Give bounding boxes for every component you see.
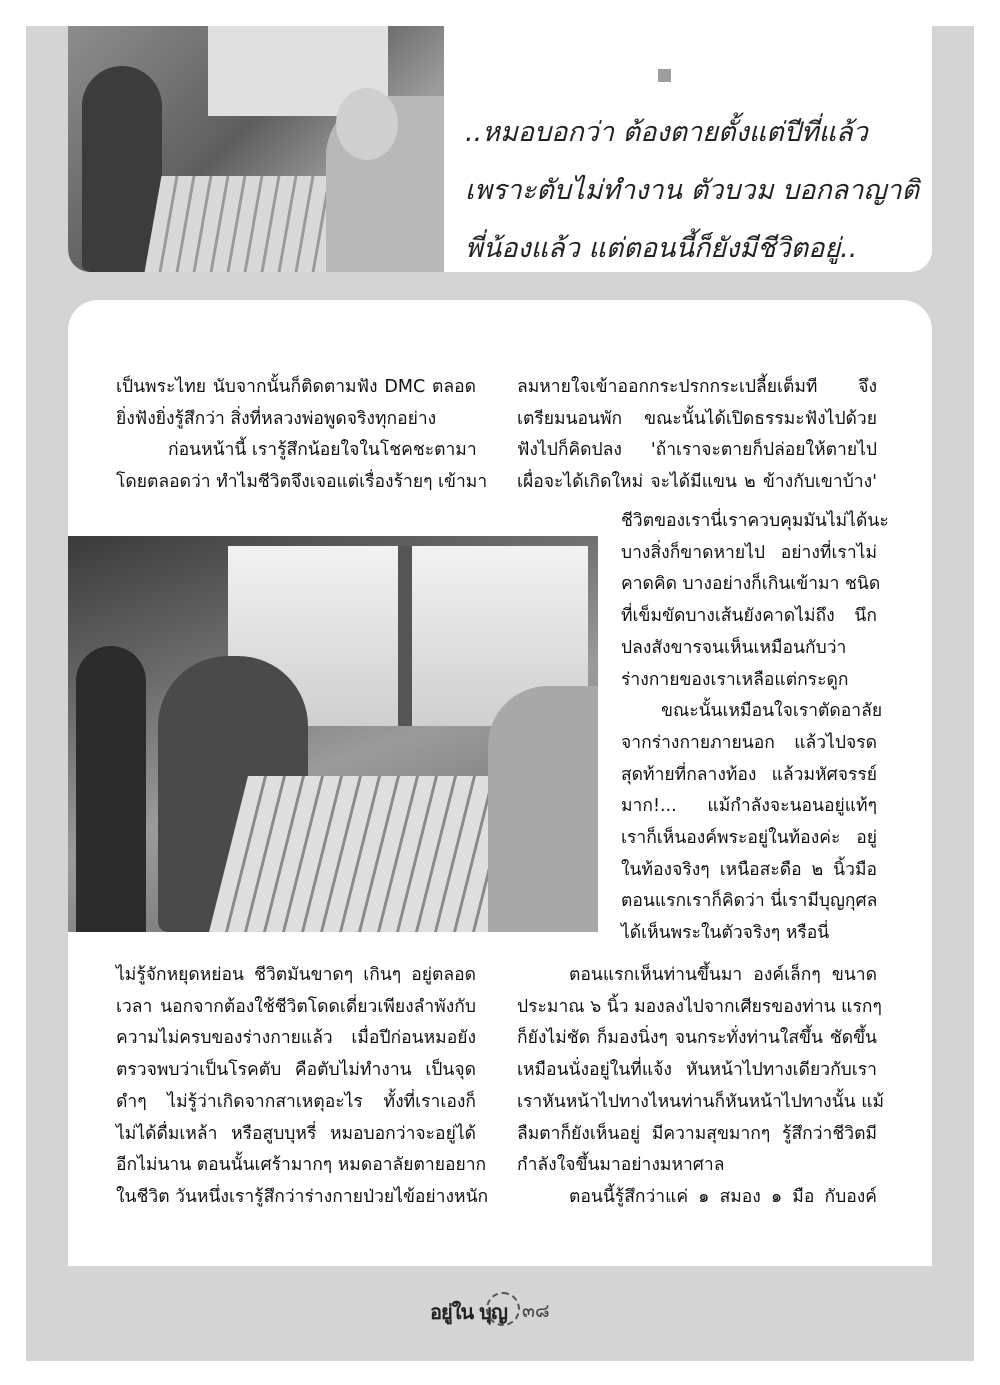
right-column-middle — [621, 506, 889, 950]
header-photo — [68, 26, 444, 272]
text-line: สุดท้ายที่กลางท้อง แล้วมหัศจรรย์ — [621, 764, 877, 785]
right-column-bottom — [517, 960, 885, 1214]
text-line: จากร่างกายภายนอก แล้วไปจรด — [621, 732, 877, 753]
text-line: ไม่รู้จักหยุดหย่อน ชีวิตมันขาดๆ เกินๆ อยู่ตลอด — [116, 965, 476, 985]
photo-girl-figure — [76, 646, 146, 932]
text-line: ที่เข็มขัดบางเส้นยังคาดไม่ถึง นึก — [621, 606, 877, 627]
text-line: ยิ่งฟังยิ่งรู้สึกว่า สิ่งที่หลวงพ่อพูดจริงทุกอย่าง — [116, 408, 437, 429]
text-line: โดยตลอดว่า ทำไมชีวิตจึงเจอแต่เรื่องร้ายๆ เข้ามา — [116, 472, 488, 493]
quote-line: เพราะตับไม่ทำงาน ตัวบวม บอกลาญาติ — [465, 175, 920, 206]
text-line: ความไม่ครบของร่างกายแล้ว เมื่อปีก่อนหมอยัง — [116, 1028, 476, 1049]
text-line: เวลา นอกจากต้องใช้ชีวิตโดดเดี่ยวเพียงลำพังกับ — [116, 996, 476, 1017]
text-line: ดำๆ ไม่รู้ว่าเกิดจากสาเหตุอะไร ทั้งที่เราเองก็ — [116, 1091, 476, 1112]
text-line: ตอนแรกเราก็คิดว่า นี่เรามีบุญกุศล — [621, 891, 878, 912]
page-number: ๓๘ — [522, 1300, 550, 1322]
text-line: ก็ยังไม่ชัด ก็มองนิ่งๆ จนกระทั่งท่านใสขึ้น ชัดขึ้น — [517, 1028, 877, 1049]
photo-monk-head — [336, 88, 398, 160]
main-photo — [68, 536, 598, 932]
text-line: ฟังไปก็คิดปลง 'ถ้าเราจะตายก็ปล่อยให้ตายไป — [517, 440, 877, 461]
logo-circle-icon — [486, 1292, 520, 1326]
left-column-top — [116, 372, 488, 499]
pull-quote — [465, 104, 925, 278]
text-line: ชีวิตของเรานี่เราควบคุมมันไม่ได้นะ — [621, 511, 889, 531]
text-line: ลืมตาก็ยังเห็นอยู่ มีความสุขมากๆ รู้สึกว่าชีวิตมี — [517, 1123, 877, 1144]
quote-line: พี่น้องแล้ว แต่ตอนนี้ก็ยังมีชีวิตอยู่.. — [465, 233, 858, 264]
photo-monk-figure — [488, 686, 598, 932]
text-line: เราก็เห็นองค์พระอยู่ในท้องค่ะ อยู่ — [621, 828, 877, 849]
text-line: ขณะนั้นเหมือนใจเราตัดอาลัย — [661, 701, 883, 722]
text-line: ปลงสังขารจนเห็นเหมือนกับว่า — [621, 637, 847, 658]
photo-table — [208, 776, 528, 932]
text-line: ได้เห็นพระในตัวจริงๆ หรือนี่ — [621, 923, 830, 944]
quote-line: ..หมอบอกว่า ต้องตายตั้งแต่ปีที่แล้ว — [465, 117, 868, 148]
text-line: เผื่อจะได้เกิดใหม่ จะได้มีแขน ๒ ข้างกับเขาบ้าง' — [517, 472, 877, 493]
text-line: ร่างกายของเราเหลือแต่กระดูก — [621, 669, 849, 690]
right-column-top — [517, 372, 877, 499]
text-line: ในท้องจริงๆ เหนือสะดือ ๒ นิ้วมือ — [621, 859, 877, 880]
magazine-logo: อยู่ใน บุญ — [430, 1300, 507, 1324]
text-line: ตอนแรกเห็นท่านขึ้นมา องค์เล็กๆ ขนาด — [569, 965, 877, 985]
text-line: เป็นพระไทย นับจากนั้นก็ติดตามฟัง DMC ตลอด — [116, 377, 476, 397]
text-line: อีกไม่นาน ตอนนั้นเศร้ามากๆ หมดอาลัยตายอยาก — [116, 1155, 487, 1176]
text-line: ลมหายใจเข้าออกกระปรกกระเปลี้ยเต็มที จึง — [517, 377, 877, 397]
text-line: คาดคิด บางอย่างก็เกินเข้ามา ชนิด — [621, 574, 881, 595]
text-line: มาก!... แม้กำลังจะนอนอยู่แท้ๆ — [621, 796, 877, 817]
text-line: ในชีวิต วันหนึ่งเรารู้สึกว่าร่างกายป่วยไข้อย่างหนัก — [116, 1186, 489, 1207]
square-bullet-icon — [658, 69, 671, 82]
text-line: ตอนนี้รู้สึกว่าแค่ ๑ สมอง ๑ มือ กับองค์ — [569, 1186, 877, 1207]
text-line: เหมือนนั่งอยู่ในที่แจ้ง หันหน้าไปทางเดียวกับเรา — [517, 1060, 877, 1081]
text-line: บางสิ่งก็ขาดหายไป อย่างที่เราไม่ — [621, 542, 877, 563]
text-line: เตรียมนอนพัก ขณะนั้นได้เปิดธรรมะฟังไปด้วย — [517, 408, 877, 429]
text-line: ไม่ได้ดื่มเหล้า หรือสูบบุหรี่ หมอบอกว่าจะอยู่ได้ — [116, 1123, 476, 1144]
text-line: กำลังใจขึ้นมาอย่างมหาศาล — [517, 1155, 725, 1176]
left-column-bottom — [116, 960, 489, 1214]
page-footer — [430, 1290, 570, 1326]
text-line: ประมาณ ๖ นิ้ว มองลงไปจากเศียรของท่าน แรกๆ — [517, 996, 882, 1017]
text-line: ตรวจพบว่าเป็นโรคตับ คือตับไม่ทำงาน เป็นจุด — [116, 1060, 476, 1081]
text-line: ก่อนหน้านี้ เรารู้สึกน้อยใจในโชคชะตามา — [168, 440, 477, 461]
text-line: เราหันหน้าไปทางไหนท่านก็หันหน้าไปทางนั้น แม้ — [517, 1091, 885, 1112]
